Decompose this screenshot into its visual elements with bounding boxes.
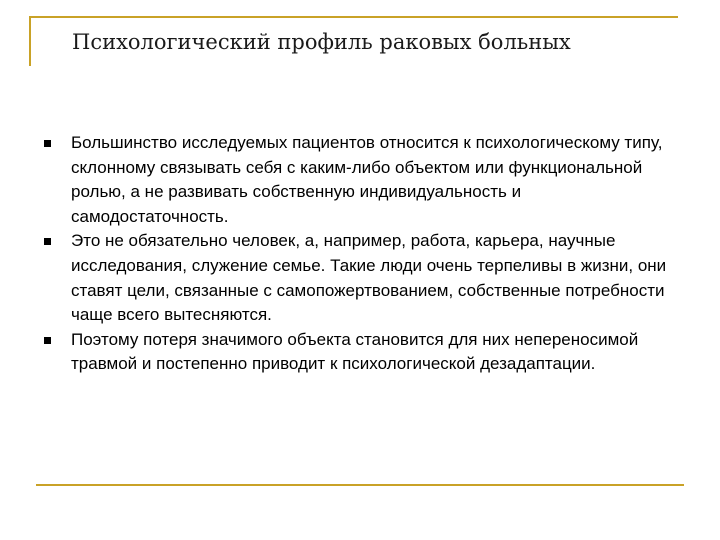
bullet-text: Это не обязательно человек, а, например, работа, карьера, научные исследования, служение семье. Такие люди очень терпеливы в жизни, они ставят цели, связанные с самопожертвованием, собственные потребности чаще всего вытесняются. (71, 231, 667, 325)
title-frame-left-line (29, 16, 31, 66)
bullet-list (40, 131, 680, 377)
square-bullet-icon (44, 337, 51, 344)
bullet-text: Поэтому потеря значимого объекта становится для них непереносимой травмой и постепенно приводит к психологической дезадаптации. (71, 329, 639, 374)
bottom-divider-line (36, 484, 684, 486)
bullet-item (40, 229, 680, 327)
bullet-text: Большинство исследуемых пациентов относится к психологическому типу, склонному связывать себя с каким-либо объектом или функциональной ролью, а не развивать собственную индивидуальность и самодостаточность. (71, 133, 663, 226)
title-frame-top-line (29, 16, 678, 18)
square-bullet-icon (44, 140, 51, 147)
slide-title: Психологический профиль раковых больных (72, 30, 571, 54)
square-bullet-icon (44, 238, 51, 245)
bullet-item (40, 328, 680, 377)
bullet-item (40, 131, 680, 229)
